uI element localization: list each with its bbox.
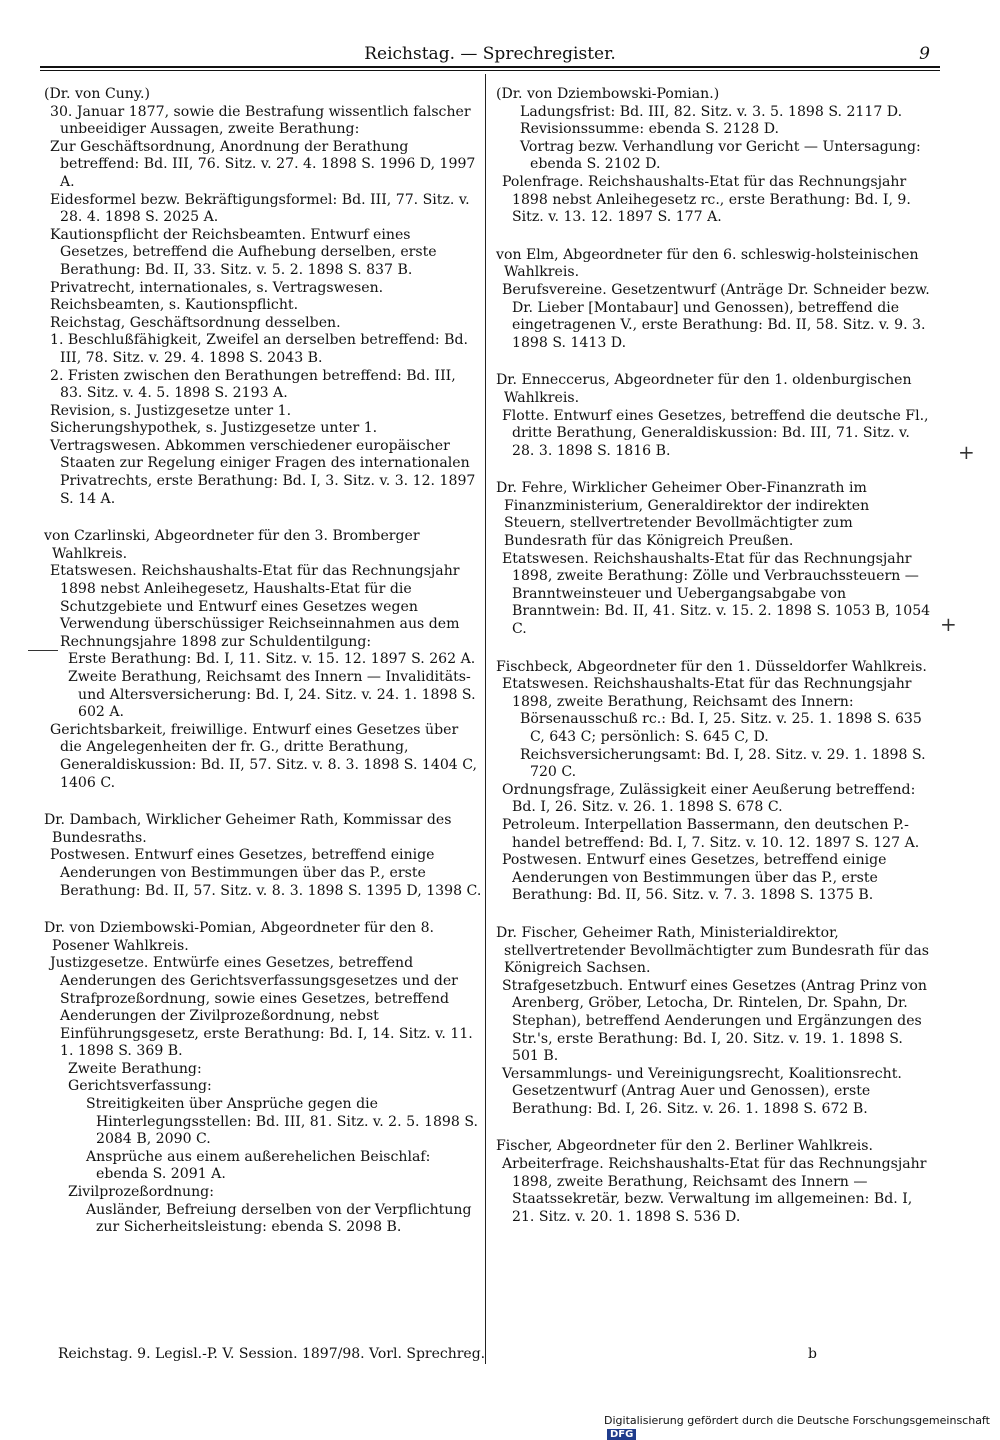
entry-line: Etatswesen. Reichshaushalts-Etat für das Rechnungsjahr 1898 nebst Anleihegesetz, Haushalts-Etat für die Schutzgebiete und Entwurf eines Gesetzes wegen Verwendung überschüssiger Reichseinnahmen aus dem Rechnungsjahre 1898 zur Schuldentilgung:: [50, 563, 460, 650]
entry-line: Reichstag, Geschäftsordnung desselben.: [50, 314, 341, 331]
speaker-heading: (Dr. von Dziembowski-Pomian.): [496, 86, 720, 102]
entry-line: Sicherungshypothek, s. Justizgesetze unter 1.: [50, 420, 378, 437]
dfg-credit-text: Digitalisierung gefördert durch die Deutsche Forschungsgemeinschaft: [604, 1414, 990, 1427]
entry-line: Postwesen. Entwurf eines Gesetzes, betreffend einige Aenderungen von Bestimmungen über das P., erste Berathung: Bd. II, 56. Sitz. v. 7. 3. 1898 S. 1375 B.: [502, 852, 887, 904]
entry-line: Zweite Berathung, Reichsamt des Innern — Invaliditäts- und Altersversicherung: Bd. I, 24. Sitz. v. 24. 1. 1898 S. 602 A.: [68, 669, 476, 721]
entry-line: Ansprüche aus einem außerehelichen Beischlaf: ebenda S. 2091 A.: [86, 1148, 431, 1183]
entry-line: Etatswesen. Reichshaushalts-Etat für das Rechnungsjahr 1898, zweite Berathung: Zölle und Verbrauchssteuern — Branntweinsteuer und Uebergangsabgabe von Branntwein: Bd. II, 41. Sitz. v. 15. 2. 1898 S. 1053 B, 1054 C.: [502, 550, 931, 638]
header-rule-thin: [40, 70, 940, 71]
footer-signature: b: [808, 1346, 817, 1362]
entry-line: Reichsbeamten, s. Kautionspflicht.: [50, 297, 299, 314]
entry-line: 30. Januar 1877, sowie die Bestrafung wissentlich falscher unbeeidiger Aussagen, zweite Berathung:: [50, 103, 471, 138]
dfg-credit: [604, 1414, 1000, 1440]
entry-line: Ladungsfrist: Bd. III, 82. Sitz. v. 3. 5. 1898 S. 2117 D.: [520, 103, 903, 120]
register-entry: [44, 920, 482, 1237]
register-entry: [496, 372, 934, 460]
entry-line: 1. Beschlußfähigkeit, Zweifel an derselben betreffend: Bd. III, 78. Sitz. v. 29. 4. 1898 S. 2043 B.: [50, 332, 469, 366]
speaker-heading: Dr. Fischer, Geheimer Rath, Ministerialdirektor, stellvertretender Bevollmächtigter zum Bundesrath für das Königreich Sachsen.: [496, 924, 929, 977]
register-entry: [496, 925, 934, 1119]
register-entry: [496, 247, 934, 353]
entry-line: Berufsvereine. Gesetzentwurf (Anträge Dr. Schneider bezw. Dr. Lieber [Montabaur] und Genossen), betreffend die eingetragenen V., erste Berathung: Bd. II, 58. Sitz. v. 9. 3. 1898 S. 1413 D.: [502, 281, 930, 351]
entry-line: Zivilprozeßordnung:: [68, 1184, 214, 1201]
register-entry: [496, 480, 934, 638]
speaker-heading: Dr. von Dziembowski-Pomian, Abgeordneter für den 8. Posener Wahlkreis.: [44, 920, 435, 954]
entry-line: Vertragswesen. Abkommen verschiedener europäischer Staaten zur Regelung einiger Fragen des internationalen Privatrechts, erste Berathung: Bd. I, 3. Sitz. v. 3. 12. 1897 S. 14 A.: [50, 437, 476, 507]
page-number: 9: [919, 44, 930, 64]
speaker-heading: (Dr. von Cuny.): [44, 86, 150, 102]
entry-line: Strafgesetzbuch. Entwurf eines Gesetzes (Antrag Prinz von Arenberg, Gröber, Letocha, Dr. Rintelen, Dr. Spahn, Dr. Stephan), betreffend Aenderungen und Ergänzungen des Str.'s, erste Berathung: Bd. I, 20. Sitz. v. 19. 1. 1898 S. 501 B.: [502, 977, 927, 1065]
entry-line: Postwesen. Entwurf eines Gesetzes, betreffend einige Aenderungen von Bestimmungen über das P., erste Berathung: Bd. II, 57. Sitz. v. 8. 3. 1898 S. 1395 D, 1398 C.: [50, 847, 482, 899]
running-title: Reichstag. — Sprechregister.: [364, 44, 616, 64]
register-entry: [496, 86, 934, 227]
margin-mark: +: [958, 440, 975, 464]
entry-line: Etatswesen. Reichshaushalts-Etat für das Rechnungsjahr 1898, zweite Berathung, Reichsamt des Innern:: [502, 676, 912, 710]
entry-line: Eidesformel bezw. Bekräftigungsformel: Bd. III, 77. Sitz. v. 28. 4. 1898 S. 2025 A.: [50, 191, 470, 226]
entry-line: Börsenausschuß rc.: Bd. I, 25. Sitz. v. 25. 1. 1898 S. 635 C, 643 C; persönlich: S. 645 C, D.: [520, 711, 922, 745]
speaker-heading: Fischer, Abgeordneter für den 2. Berliner Wahlkreis.: [496, 1138, 873, 1155]
entry-line: Revision, s. Justizgesetze unter 1.: [50, 402, 292, 419]
entry-line: Revisionssumme: ebenda S. 2128 D.: [520, 121, 779, 138]
register-entry: [44, 812, 482, 900]
dfg-logo-icon: DFG: [607, 1429, 636, 1440]
header-rule: [40, 66, 940, 68]
entry-line: Flotte. Entwurf eines Gesetzes, betreffend die deutsche Fl., dritte Berathung, Generaldiskussion: Bd. III, 71. Sitz. v. 28. 3. 1898 S. 1816 B.: [502, 407, 929, 459]
footer-session: Reichstag. 9. Legisl.-P. V. Session. 1897/98. Vorl. Sprechreg.: [58, 1346, 486, 1362]
entry-line: Vortrag bezw. Verhandlung vor Gericht — Untersagung: ebenda S. 2102 D.: [520, 138, 921, 173]
register-entry: [44, 528, 482, 792]
speaker-heading: Fischbeck, Abgeordneter für den 1. Düsseldorfer Wahlkreis.: [496, 658, 927, 675]
register-entry: [496, 659, 934, 905]
left-column: [44, 86, 482, 1245]
entry-line: Zweite Berathung:: [68, 1060, 202, 1077]
entry-line: Streitigkeiten über Ansprüche gegen die Hinterlegungsstellen: Bd. III, 81. Sitz. v. 2. 5. 1898 S. 2084 B, 2090 C.: [86, 1096, 478, 1148]
margin-mark: +: [940, 612, 957, 636]
entry-line: Petroleum. Interpellation Bassermann, den deutschen P.-handel betreffend: Bd. I, 7. Sitz. v. 10. 12. 1897 S. 127 A.: [502, 816, 920, 851]
entry-line: Arbeiterfrage. Reichshaushalts-Etat für das Rechnungsjahr 1898, zweite Berathung, Reichsamt des Innern — Staatssekretär, bezw. Verwaltung im allgemeinen: Bd. I, 21. Sitz. v. 20. 1. 1898 S. 536 D.: [502, 1156, 927, 1225]
entry-line: Ordnungsfrage, Zulässigkeit einer Aeußerung betreffend: Bd. I, 26. Sitz. v. 26. 1. 1898 S. 678 C.: [502, 781, 916, 816]
column-divider: [485, 74, 486, 1364]
speaker-heading: Dr. Fehre, Wirklicher Geheimer Ober-Finanzrath im Finanzministerium, Generaldirektor der indirekten Steuern, stellvertretender Bevollmächtigter zum Bundesrath für das Königreich Preußen.: [496, 480, 870, 550]
speaker-heading: von Czarlinski, Abgeordneter für den 3. Bromberger Wahlkreis.: [44, 528, 420, 562]
entry-line: Zur Geschäftsordnung, Anordnung der Berathung betreffend: Bd. III, 76. Sitz. v. 27. 4. 1898 S. 1996 D, 1997 A.: [50, 138, 476, 190]
right-column: [496, 86, 934, 1234]
entry-line: Gerichtsbarkeit, freiwillige. Entwurf eines Gesetzes über die Angelegenheiten der fr. G., dritte Berathung, Generaldiskussion: Bd. II, 57. Sitz. v. 8. 3. 1898 S. 1404 C, 1406 C.: [50, 721, 478, 791]
entry-line: Ausländer, Befreiung derselben von der Verpflichtung zur Sicherheitsleistung: ebenda S. 2098 B.: [86, 1201, 472, 1236]
entry-line: Polenfrage. Reichshaushalts-Etat für das Rechnungsjahr 1898 nebst Anleihegesetz rc., erste Berathung: Bd. I, 9. Sitz. v. 13. 12. 1897 S. 177 A.: [502, 173, 911, 226]
speaker-heading: von Elm, Abgeordneter für den 6. schleswig-holsteinischen Wahlkreis.: [496, 246, 919, 281]
entry-line: Versammlungs- und Vereinigungsrecht, Koalitionsrecht. Gesetzentwurf (Antrag Auer und Genossen), erste Berathung: Bd. I, 26. Sitz. v. 26. 1. 1898 S. 672 B.: [502, 1065, 902, 1117]
register-entry: [44, 86, 482, 508]
entry-line: Kautionspflicht der Reichsbeamten. Entwurf eines Gesetzes, betreffend die Aufhebung derselben, erste Berathung: Bd. II, 33. Sitz. v. 5. 2. 1898 S. 837 B.: [50, 226, 437, 278]
register-entry: [496, 1138, 934, 1226]
entry-line: Erste Berathung: Bd. I, 11. Sitz. v. 15. 12. 1897 S. 262 A.: [68, 651, 476, 668]
entry-line: Justizgesetze. Entwürfe eines Gesetzes, betreffend Aenderungen des Gerichtsverfassungsgesetzes und der Strafprozeßordnung, sowie eines Gesetzes, betreffend Aenderungen der Zivilprozeßordnung, nebst Einführungsgesetz, erste Berathung: Bd. I, 14. Sitz. v. 11. 1. 1898 S. 369 B.: [50, 955, 473, 1060]
entry-line: Gerichtsverfassung:: [68, 1078, 212, 1095]
entry-line: Privatrecht, internationales, s. Vertragswesen.: [50, 279, 384, 296]
speaker-heading: Dr. Enneccerus, Abgeordneter für den 1. oldenburgischen Wahlkreis.: [496, 372, 912, 406]
entry-line: 2. Fristen zwischen den Berathungen betreffend: Bd. III, 83. Sitz. v. 4. 5. 1898 S. 2193 A.: [50, 367, 456, 402]
speaker-heading: Dr. Dambach, Wirklicher Geheimer Rath, Kommissar des Bundesraths.: [44, 812, 452, 846]
entry-line: Reichsversicherungsamt: Bd. I, 28. Sitz. v. 29. 1. 1898 S. 720 C.: [520, 746, 926, 781]
